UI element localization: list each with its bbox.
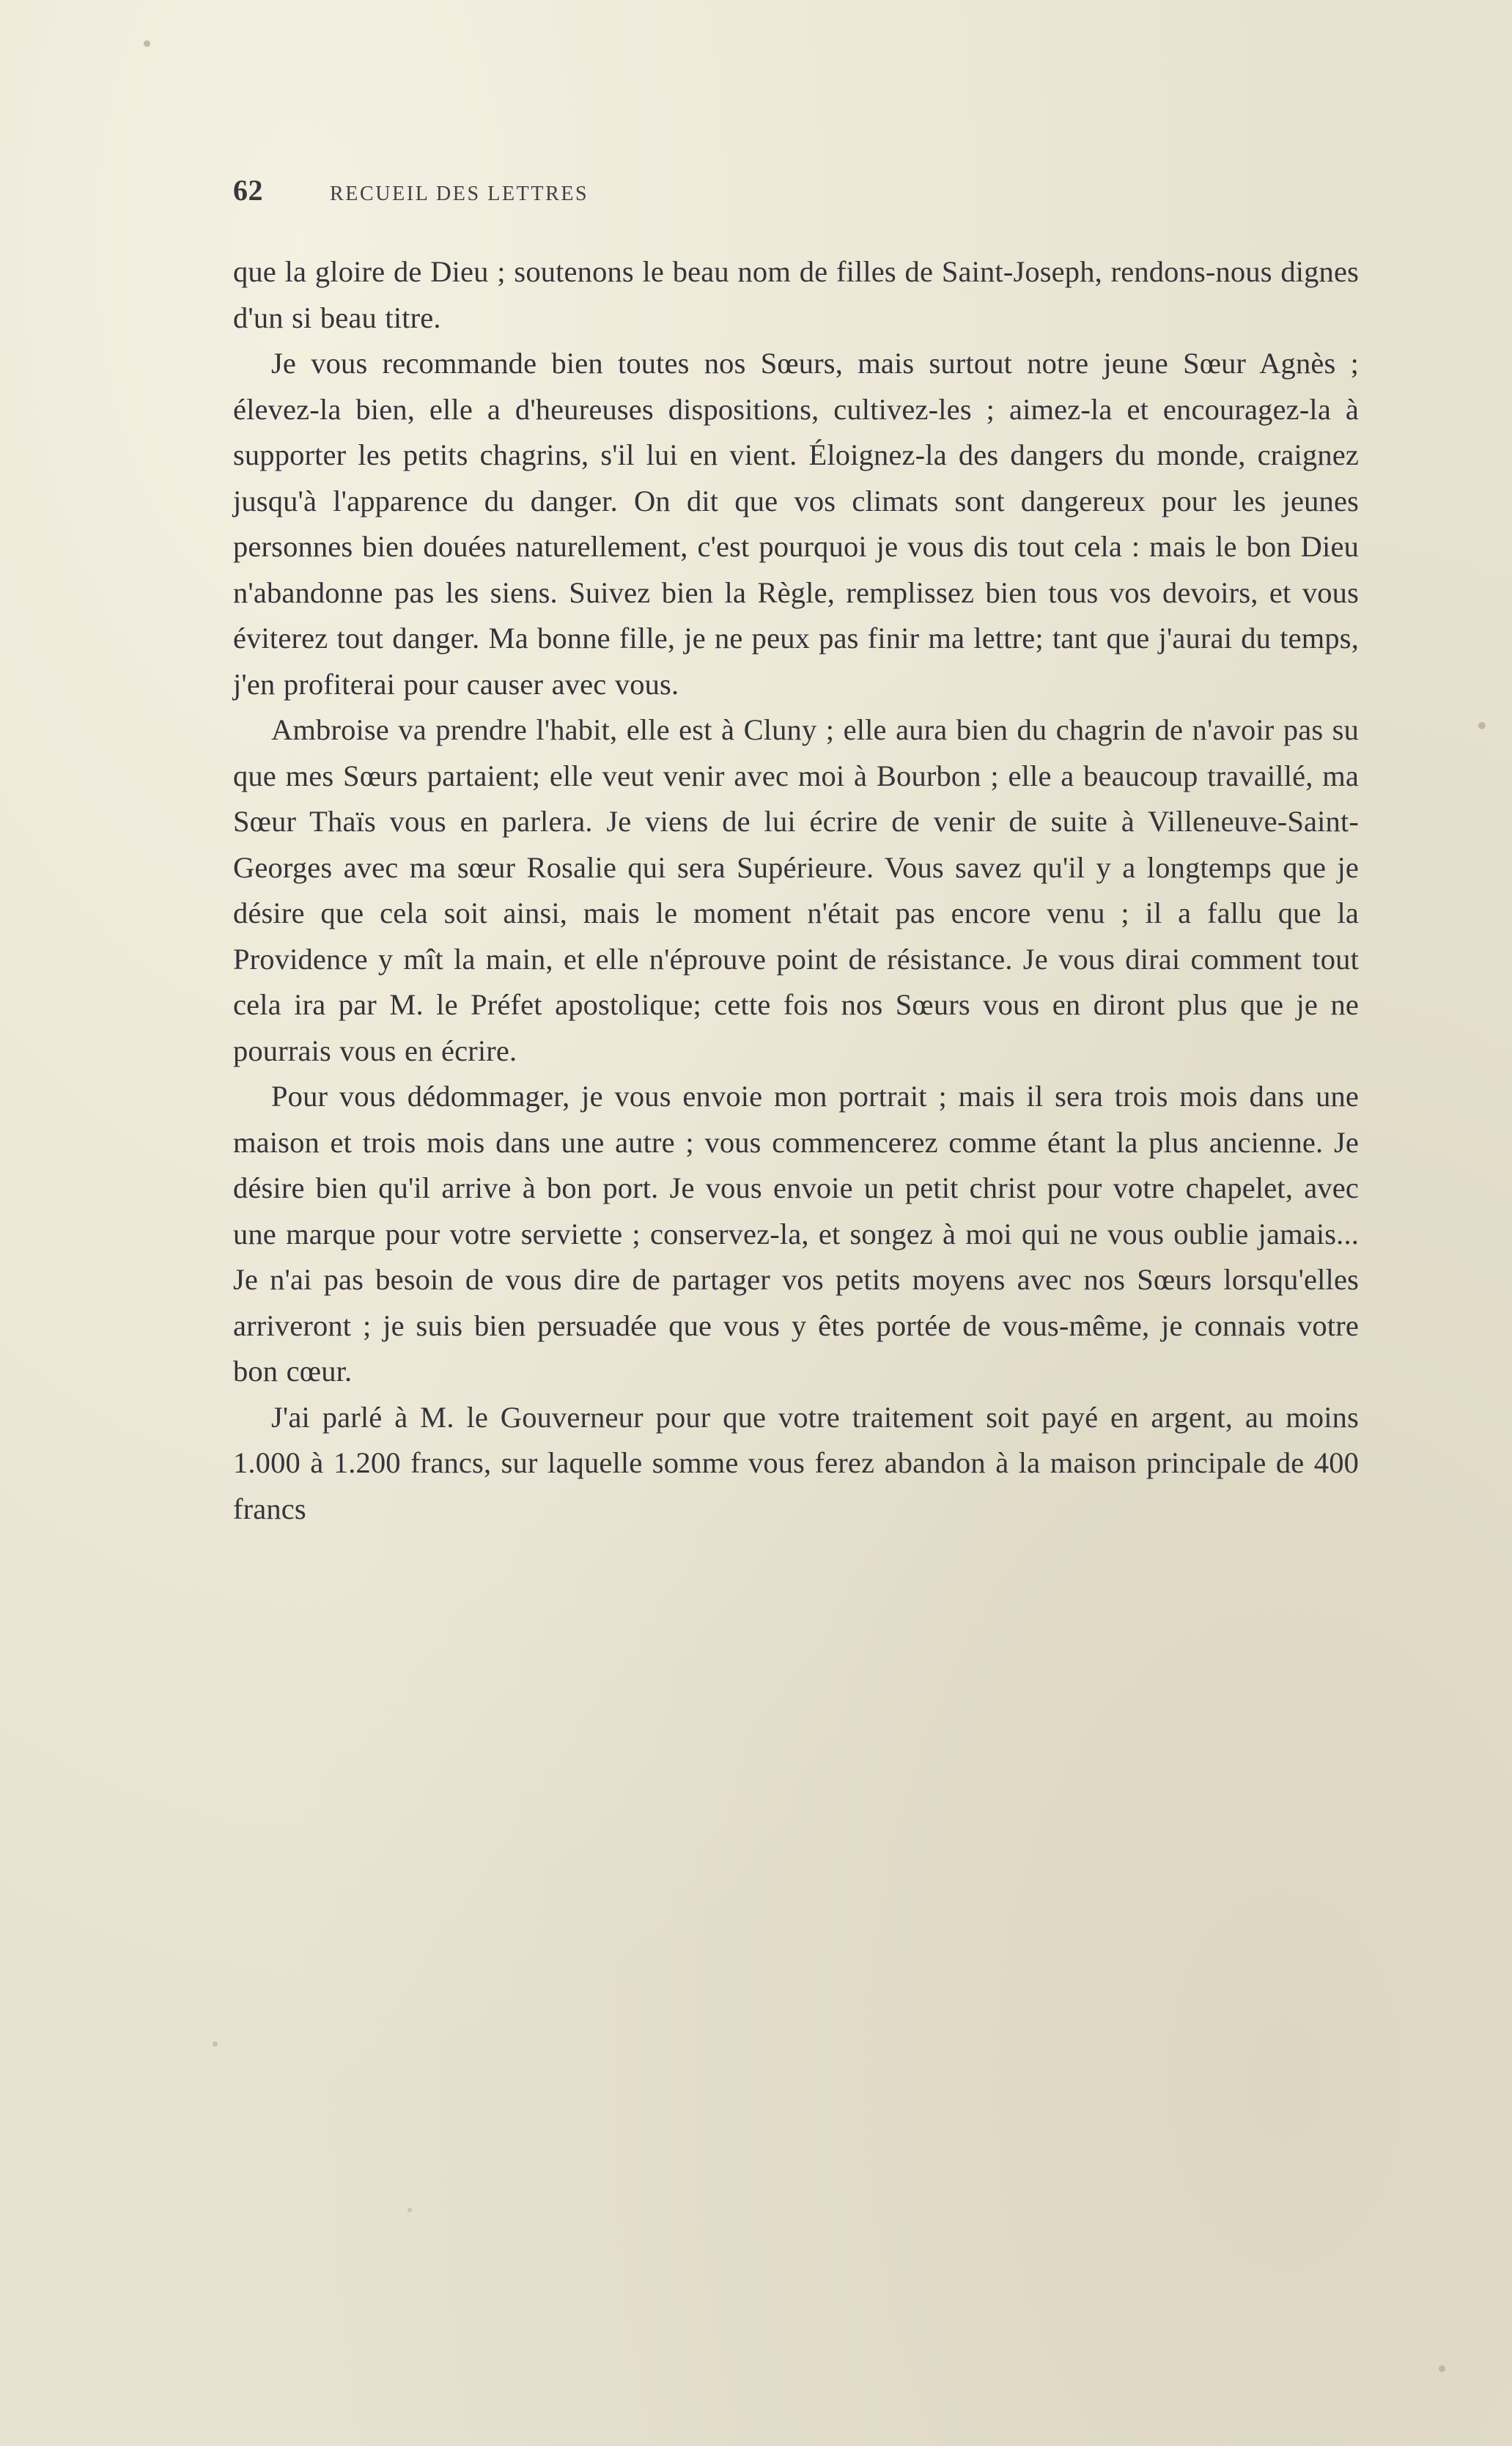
paper-speck bbox=[213, 2041, 218, 2047]
page-number: 62 bbox=[233, 174, 263, 207]
paragraph: Je vous recommande bien toutes nos Sœurs, mais surtout notre jeune Sœur Agnès ; élevez-la bien, elle a d'heureuses dispositions, cultivez-les ; aimez-la et encouragez-la à supporter les petits chagrins, s'il lui en vient. Éloignez-la des dangers du monde, craignez jusqu'à l'apparence du danger. On dit que vos climats sont dangereux pour les jeunes personnes bien douées naturellement, c'est pourquoi je vous dis tout cela : mais le bon Dieu n'abandonne pas les siens. Suivez bien la Règle, remplissez bien tous vos devoirs, et vous éviterez tout danger. Ma bonne fille, je ne peux pas finir ma lettre; tant que j'aurai du temps, j'en profiterai pour causer avec vous. bbox=[233, 347, 1359, 701]
paper-speck bbox=[1439, 2365, 1445, 2372]
paragraph: Pour vous dédommager, je vous envoie mon portrait ; mais il sera trois mois dans une maison et trois mois dans une autre ; vous commencerez comme étant la plus ancienne. Je désire bien qu'il arrive à bon port. Je vous envoie un petit christ pour votre chapelet, avec une marque pour votre serviette ; conservez-la, et songez à moi qui ne vous oublie jamais... Je n'ai pas besoin de vous dire de partager vos petits moyens avec nos Sœurs lorsqu'elles arriveront ; je suis bien persuadée que vous y êtes portée de vous-même, je connais votre bon cœur. bbox=[233, 1080, 1359, 1388]
paper-speck bbox=[144, 40, 150, 47]
paragraph: Ambroise va prendre l'habit, elle est à Cluny ; elle aura bien du chagrin de n'avoir pas su que mes Sœurs partaient; elle veut venir avec moi à Bourbon ; elle a beaucoup travaillé, ma Sœur Thaïs vous en parlera. Je viens de lui écrire de venir de suite à Villeneuve-Saint-Georges avec ma sœur Rosalie qui sera Supérieure. Vous savez qu'il y a longtemps que je désire que cela soit ainsi, mais le moment n'était pas encore venu ; il a fallu que la Providence y mît la main, et elle n'éprouve point de résistance. Je vous dirai comment tout cela ira par M. le Préfet apostolique; cette fois nos Sœurs vous en diront plus que je ne pourrais vous en écrire. bbox=[233, 713, 1359, 1067]
running-head: RECUEIL DES LETTRES bbox=[330, 183, 589, 205]
page-content bbox=[233, 173, 1359, 1532]
page-header bbox=[233, 173, 1359, 211]
paper-speck bbox=[407, 2208, 412, 2212]
paper-speck bbox=[1478, 722, 1486, 729]
paragraph: que la gloire de Dieu ; soutenons le beau nom de filles de Saint-Joseph, rendons-nous dignes d'un si beau titre. bbox=[233, 255, 1359, 334]
body-text bbox=[233, 249, 1359, 1532]
paragraph: J'ai parlé à M. le Gouverneur pour que votre traitement soit payé en argent, au moins 1.000 à 1.200 francs, sur laquelle somme vous ferez abandon à la maison principale de 400 francs bbox=[233, 1400, 1359, 1525]
